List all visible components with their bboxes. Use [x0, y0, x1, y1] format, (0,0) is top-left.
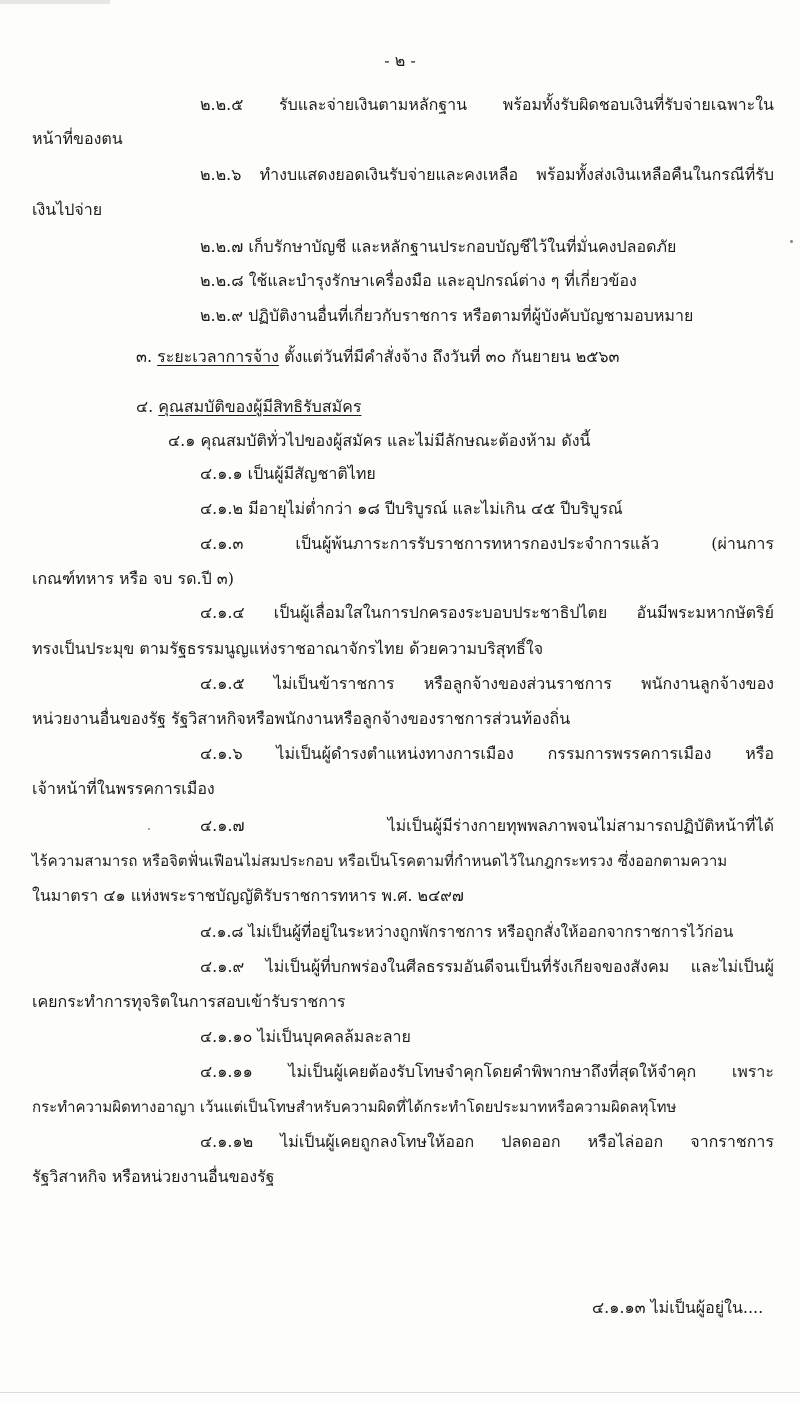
- list-item: ๔.๑.๒ มีอายุไม่ต่ำกว่า ๑๘ ปีบริบูรณ์ และไม่เกิน ๔๕ ปีบริบูรณ์: [200, 499, 623, 518]
- scan-speck: [148, 828, 150, 830]
- list-item: ๔.๑.๖ ไม่เป็นผู้ดำรงตำแหน่งทางการเมือง กรรมการพรรคการเมือง หรือ: [200, 744, 774, 763]
- list-item: ๔.๑.๑๐ ไม่เป็นบุคคลล้มละลาย: [200, 1027, 411, 1046]
- list-item: ๔.๑.๗ ไม่เป็นผู้มีร่างกายทุพพลภาพจนไม่สามารถปฏิบัติหน้าที่ได้: [200, 816, 774, 835]
- list-item-continuation: รัฐวิสาหกิจ หรือหน่วยงานอื่นของรัฐ: [32, 1167, 275, 1186]
- scan-speck: [790, 240, 793, 243]
- paragraph-line: เงินไปจ่าย: [32, 200, 103, 219]
- section-4-1-heading: ๔.๑ คุณสมบัติทั่วไปของผู้สมัคร และไม่มีลักษณะต้องห้าม ดังนี้: [168, 431, 591, 450]
- section-3-number: ๓.: [136, 347, 153, 366]
- list-item-continuation: หน่วยงานอื่นของรัฐ รัฐวิสาหกิจหรือพนักงานหรือลูกจ้างของราชการส่วนท้องถิ่น: [32, 709, 571, 728]
- page-bottom-edge: [0, 1392, 800, 1393]
- list-item-continuation: เจ้าหน้าที่ในพรรคการเมือง: [32, 779, 215, 798]
- list-item: ๔.๑.๙ ไม่เป็นผู้ที่บกพร่องในศีลธรรมอันดีจนเป็นที่รังเกียจของสังคม และไม่เป็นผู้: [200, 957, 774, 976]
- paragraph-line: หน้าที่ของตน: [32, 129, 123, 148]
- section-3-heading: ระยะเวลาการจ้าง: [157, 347, 279, 366]
- list-item: ๔.๑.๔ เป็นผู้เลื่อมใสในการปกครองระบอบประชาธิปไตย อันมีพระมหากษัตริย์: [200, 603, 774, 622]
- paragraph-line: ๒.๒.๕ รับและจ่ายเงินตามหลักฐาน พร้อมทั้งรับผิดชอบเงินที่รับจ่ายเฉพาะใน: [200, 95, 774, 114]
- section-4-heading: คุณสมบัติของผู้มีสิทธิรับสมัคร: [158, 397, 362, 416]
- list-item: ๔.๑.๑๒ ไม่เป็นผู้เคยถูกลงโทษให้ออก ปลดออก หรือไล่ออก จากราชการ: [200, 1132, 774, 1151]
- paragraph-line: ๒.๒.๗ เก็บรักษาบัญชี และหลักฐานประกอบบัญชีไว้ในที่มั่นคงปลอดภัย: [200, 237, 677, 256]
- paragraph-line: ๒.๒.๘ ใช้และบำรุงรักษาเครื่องมือ และอุปกรณ์ต่าง ๆ ที่เกี่ยวข้อง: [200, 271, 637, 290]
- scan-edge-mark: [0, 0, 110, 4]
- list-item: ๔.๑.๓ เป็นผู้พ้นภาระการรับราชการทหารกองประจำการแล้ว (ผ่านการ: [200, 534, 774, 553]
- continuation-note: ๔.๑.๑๓ ไม่เป็นผู้อยู่ใน....: [592, 1298, 764, 1317]
- section-3-text: ตั้งแต่วันที่มีคำสั่งจ้าง ถึงวันที่ ๓๐ กันยายน ๒๕๖๓: [284, 347, 620, 366]
- paragraph-line: ๒.๒.๖ ทำงบแสดงยอดเงินรับจ่ายและคงเหลือ พร้อมทั้งส่งเงินเหลือคืนในกรณีที่รับ: [200, 165, 774, 184]
- list-item: ๔.๑.๑ เป็นผู้มีสัญชาติไทย: [200, 464, 376, 483]
- list-item-continuation: ทรงเป็นประมุข ตามรัฐธรรมนูญแห่งราชอาณาจักรไทย ด้วยความบริสุทธิ์ใจ: [32, 639, 544, 658]
- list-item-continuation: กระทำความผิดทางอาญา เว้นแต่เป็นโทษสำหรับความผิดที่ได้กระทำโดยประมาทหรือความผิดลหุโทษ: [32, 1098, 677, 1116]
- paragraph-line: ๒.๒.๙ ปฏิบัติงานอื่นที่เกี่ยวกับราชการ หรือตามที่ผู้บังคับบัญชามอบหมาย: [200, 306, 694, 325]
- list-item: ๔.๑.๘ ไม่เป็นผู้ที่อยู่ในระหว่างถูกพักราชการ หรือถูกสั่งให้ออกจากราชการไว้ก่อน: [200, 923, 734, 941]
- list-item: ๔.๑.๕ ไม่เป็นข้าราชการ หรือลูกจ้างของส่วนราชการ พนักงานลูกจ้างของ: [200, 674, 774, 693]
- list-item-continuation: เกณฑ์ทหาร หรือ จบ รด.ปี ๓): [32, 569, 234, 588]
- page-number: - ๒ -: [384, 51, 416, 70]
- list-item: ๔.๑.๑๑ ไม่เป็นผู้เคยต้องรับโทษจำคุกโดยคำพิพากษาถึงที่สุดให้จำคุก เพราะ: [200, 1062, 774, 1081]
- section-4-heading-line: [136, 396, 361, 418]
- section-4-number: ๔.: [136, 397, 154, 416]
- list-item-continuation: ไร้ความสามารถ หรือจิตฟั่นเฟือนไม่สมประกอบ หรือเป็นโรคตามที่กำหนดไว้ในกฎกระทรวง ซึ่งออกตามความ: [32, 852, 728, 870]
- list-item-continuation: เคยกระทำการทุจริตในการสอบเข้ารับราชการ: [32, 992, 346, 1011]
- list-item-continuation: ในมาตรา ๔๑ แห่งพระราชบัญญัติรับราชการทหาร พ.ศ. ๒๔๙๗: [32, 886, 464, 905]
- section-3: [136, 346, 619, 368]
